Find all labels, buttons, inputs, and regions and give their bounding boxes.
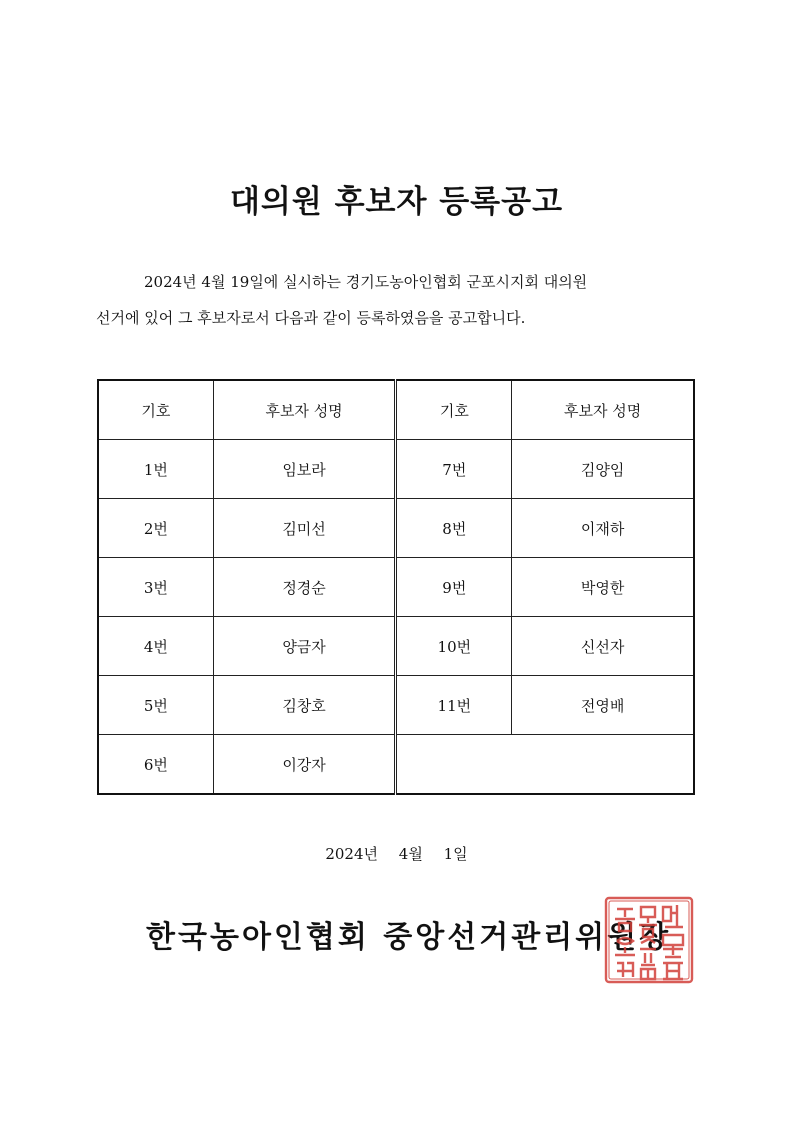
candidate-name: 정경순	[213, 558, 396, 617]
table-row	[98, 617, 694, 676]
candidate-name: 이재하	[512, 499, 694, 558]
candidate-name: 김창호	[213, 676, 396, 735]
document-title: 대의원 후보자 등록공고	[229, 184, 564, 220]
candidate-number: 9번	[396, 558, 512, 617]
paragraph-line-2: 선거에 있어 그 후보자로서 다음과 같이 등록하였음을 공고합니다.	[96, 309, 526, 327]
candidate-number: 11번	[396, 676, 512, 735]
header-number: 기호	[396, 380, 512, 440]
table-row	[98, 499, 694, 558]
candidate-number: 3번	[98, 558, 213, 617]
header-name: 후보자 성명	[512, 380, 694, 440]
candidate-name: 이강자	[213, 735, 396, 795]
candidate-number: 5번	[98, 676, 213, 735]
notice-paragraph	[96, 264, 698, 336]
date-month: 4월	[398, 845, 423, 863]
date-day: 1일	[443, 845, 468, 863]
table-row	[98, 735, 694, 795]
table-row	[98, 676, 694, 735]
candidate-number: 10번	[396, 617, 512, 676]
header-name: 후보자 성명	[213, 380, 396, 440]
candidate-number: 7번	[396, 440, 512, 499]
notice-date	[0, 843, 793, 864]
candidate-number: 1번	[98, 440, 213, 499]
candidate-name: 신선자	[512, 617, 694, 676]
candidate-name: 양금자	[213, 617, 396, 676]
candidate-number: 8번	[396, 499, 512, 558]
table-row	[98, 440, 694, 499]
candidate-table	[97, 379, 695, 795]
header-number: 기호	[98, 380, 213, 440]
organization-signature: 한국농아인협회 중앙선거관리위원장	[146, 920, 672, 955]
official-seal-stamp	[603, 895, 695, 985]
candidate-name: 김양임	[512, 440, 694, 499]
candidate-number: 6번	[98, 735, 213, 795]
candidate-name: 김미선	[213, 499, 396, 558]
paragraph-line-1: 2024년 4월 19일에 실시하는 경기도농아인협회 군포시지회 대의원	[144, 273, 588, 291]
candidate-name: 전영배	[512, 676, 694, 735]
candidate-number: 2번	[98, 499, 213, 558]
table-header-row	[98, 380, 694, 440]
table-row	[98, 558, 694, 617]
empty-cell	[396, 735, 694, 795]
candidate-number: 4번	[98, 617, 213, 676]
candidate-name: 임보라	[213, 440, 396, 499]
date-year: 2024년	[325, 845, 378, 863]
candidate-name: 박영한	[512, 558, 694, 617]
